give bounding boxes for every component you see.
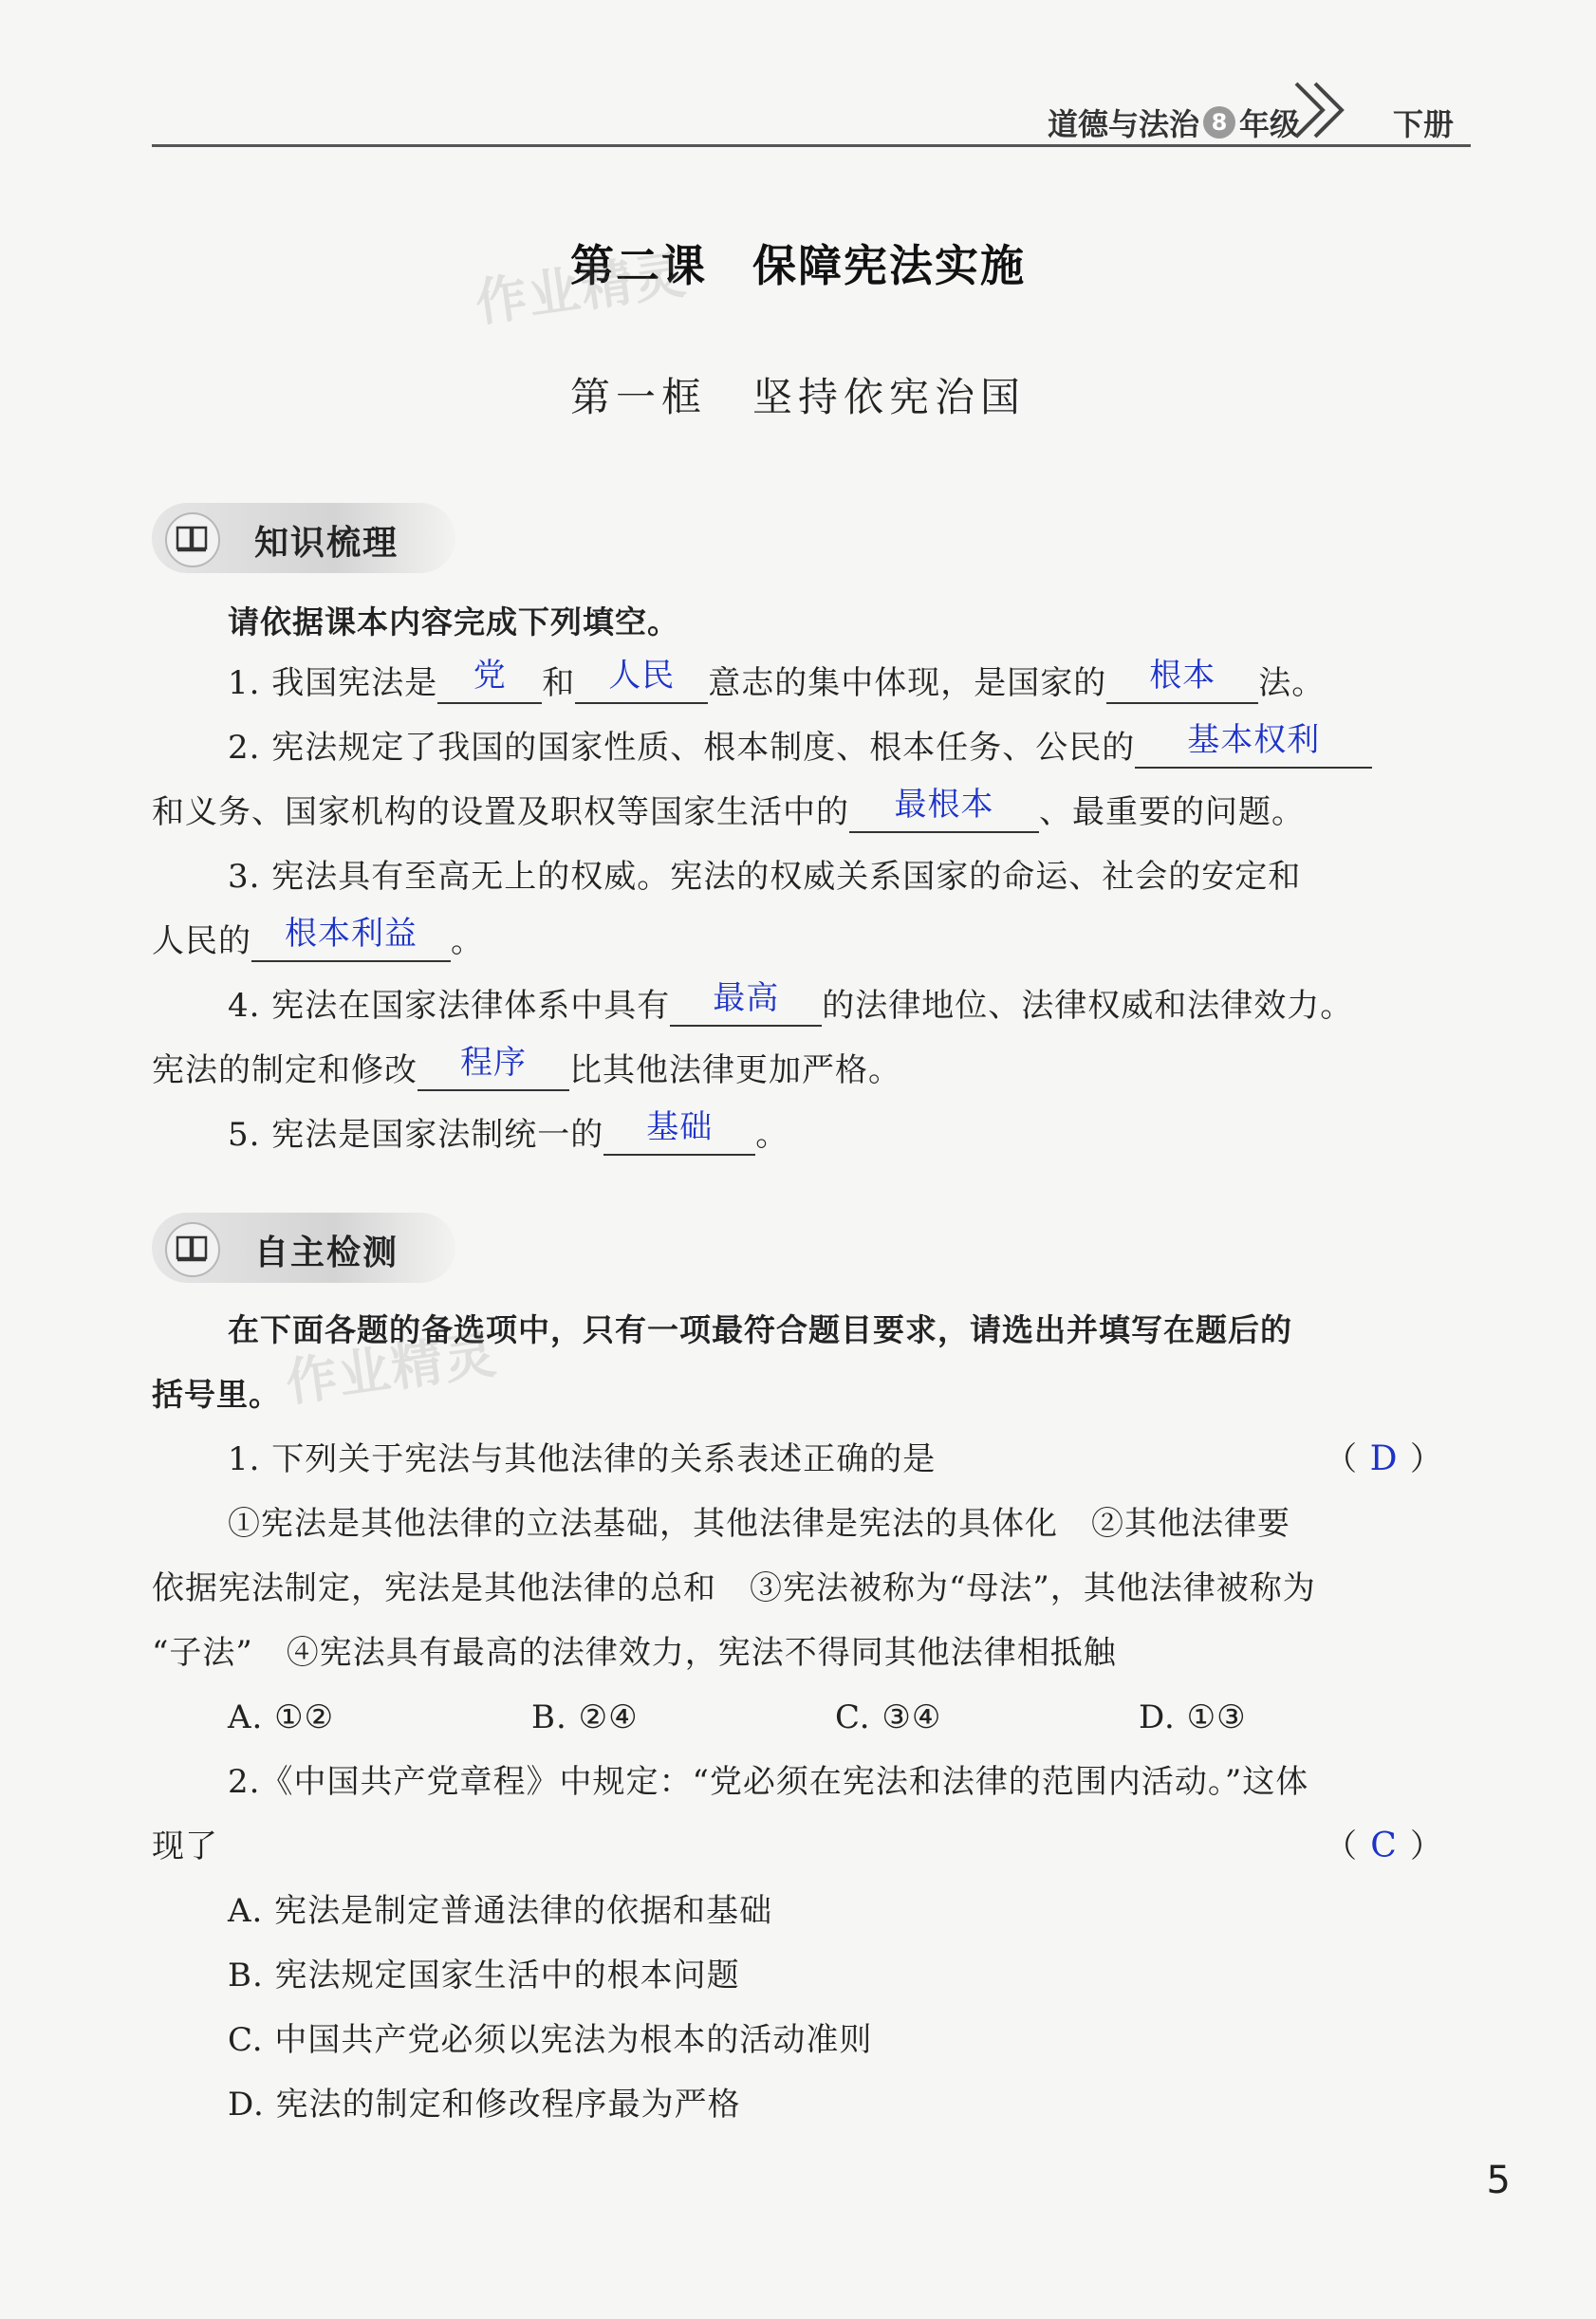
blank[interactable] — [1106, 657, 1258, 704]
grade-badge: 8 — [1203, 106, 1235, 139]
handwritten-answer: 人民 — [608, 657, 676, 695]
header-subject — [1048, 101, 1300, 144]
mc-option-a: A. ①② — [228, 1698, 335, 1736]
handwritten-answer: 根本 — [1149, 657, 1216, 695]
watermark: 作业精灵 — [282, 1324, 501, 1414]
mc-option-d: D. 宪法的制定和修改程序最为严格 — [228, 2086, 741, 2124]
blank[interactable] — [670, 979, 822, 1027]
mc-question-1-statements-line3: “子法” ④宪法具有最高的法律效力，宪法不得同其他法律相抵触 — [152, 1634, 1117, 1672]
fill-question-1: 1. 我国宪法是 党 和 人民 意志的集中体现，是国家的 根本 法。 — [228, 657, 1326, 702]
blank[interactable] — [437, 657, 542, 704]
handwritten-answer: 基本权利 — [1187, 721, 1321, 759]
handwritten-answer: 根本利益 — [285, 915, 418, 953]
mc-option-c: C. 中国共产党必须以宪法为根本的活动准则 — [228, 2021, 873, 2059]
page-header — [152, 95, 1471, 152]
handwritten-answer: 最根本 — [894, 786, 994, 824]
blank[interactable] — [418, 1044, 569, 1091]
mc-question-1-stem: 1. 下列关于宪法与其他法律的关系表述正确的是 — [228, 1440, 937, 1478]
mc-question-1-statements-line1: ①宪法是其他法律的立法基础，其他法律是宪法的具体化 ②其他法律要 — [228, 1505, 1290, 1543]
mc-option-c: C. ③④ — [835, 1698, 942, 1736]
blank[interactable] — [251, 915, 451, 962]
handwritten-answer: 基础 — [646, 1108, 714, 1146]
section-label: 知识梳理 — [254, 524, 399, 563]
knowledge-instruction: 请依据课本内容完成下列填空。 — [228, 603, 679, 640]
blank[interactable] — [575, 657, 708, 704]
mc-option-b: B. 宪法规定国家生活中的根本问题 — [228, 1957, 740, 1994]
mc-option-b: B. ②④ — [531, 1698, 639, 1736]
grade-suffix: 年级 — [1238, 106, 1300, 142]
subject-name: 道德与法治 — [1047, 106, 1199, 142]
fill-question-5: 5. 宪法是国家法制统一的 基础 。 — [228, 1108, 789, 1154]
answer-bracket: （ C ） — [1325, 1827, 1442, 1865]
answer-bracket: （ D ） — [1325, 1439, 1442, 1478]
fill-question-4-line1: 4. 宪法在国家法律体系中具有 最高 的法律地位、法律权威和法律效力。 — [228, 979, 1354, 1025]
mc-question-2-stem-line1: 2.《中国共产党章程》中规定：“党必须在宪法和法律的范围内活动。”这体 — [228, 1763, 1309, 1801]
mc-question-2-stem-line2: 现了 — [152, 1827, 218, 1865]
fill-question-3-line1: 3. 宪法具有至高无上的权威。宪法的权威关系国家的命运、社会的安定和 — [228, 858, 1302, 896]
double-chevron-icon — [1290, 76, 1357, 142]
self-test-instruction-line1: 在下面各题的备选项中，只有一项最符合题目要求，请选出并填写在题后的 — [228, 1311, 1292, 1348]
handwritten-answer: D — [1369, 1439, 1398, 1478]
section-label: 自主检测 — [254, 1234, 399, 1272]
fill-question-2-line2: 和义务、国家机构的设置及职权等国家生活中的 最根本 、最重要的问题。 — [152, 786, 1305, 831]
handwritten-answer: C — [1370, 1827, 1397, 1865]
mc-option-d: D. ①③ — [1139, 1698, 1247, 1736]
book-icon — [165, 512, 220, 567]
fill-question-3-line2: 人民的 根本利益 。 — [152, 915, 484, 960]
mc-option-a: A. 宪法是制定普通法律的依据和基础 — [228, 1892, 773, 1930]
watermark: 作业精灵 — [472, 244, 691, 334]
fill-question-2-line1: 2. 宪法规定了我国的国家性质、根本制度、根本任务、公民的 基本权利 — [228, 727, 1372, 769]
blank[interactable] — [603, 1108, 755, 1156]
header-volume: 下册 — [1392, 106, 1454, 142]
book-icon — [165, 1222, 220, 1277]
section-tag-self-test — [152, 1213, 455, 1283]
handwritten-answer: 程序 — [460, 1044, 527, 1082]
blank[interactable] — [1135, 721, 1372, 769]
lesson-title: 第二课 保障宪法实施 — [570, 240, 1026, 291]
header-divider — [152, 144, 1471, 147]
mc-question-1-statements-line2: 依据宪法制定，宪法是其他法律的总和 ③宪法被称为“母法”，其他法律被称为 — [152, 1569, 1316, 1607]
fill-question-4-line2: 宪法的制定和修改 程序 比其他法律更加严格。 — [152, 1044, 901, 1089]
self-test-instruction-line2: 括号里。 — [152, 1376, 281, 1413]
frame-title: 第一框 坚持依宪治国 — [569, 374, 1026, 420]
blank[interactable] — [849, 786, 1039, 833]
page-number: 5 — [1486, 2159, 1511, 2202]
section-tag-knowledge — [152, 503, 455, 573]
handwritten-answer: 最高 — [713, 979, 780, 1017]
handwritten-answer: 党 — [473, 657, 507, 695]
